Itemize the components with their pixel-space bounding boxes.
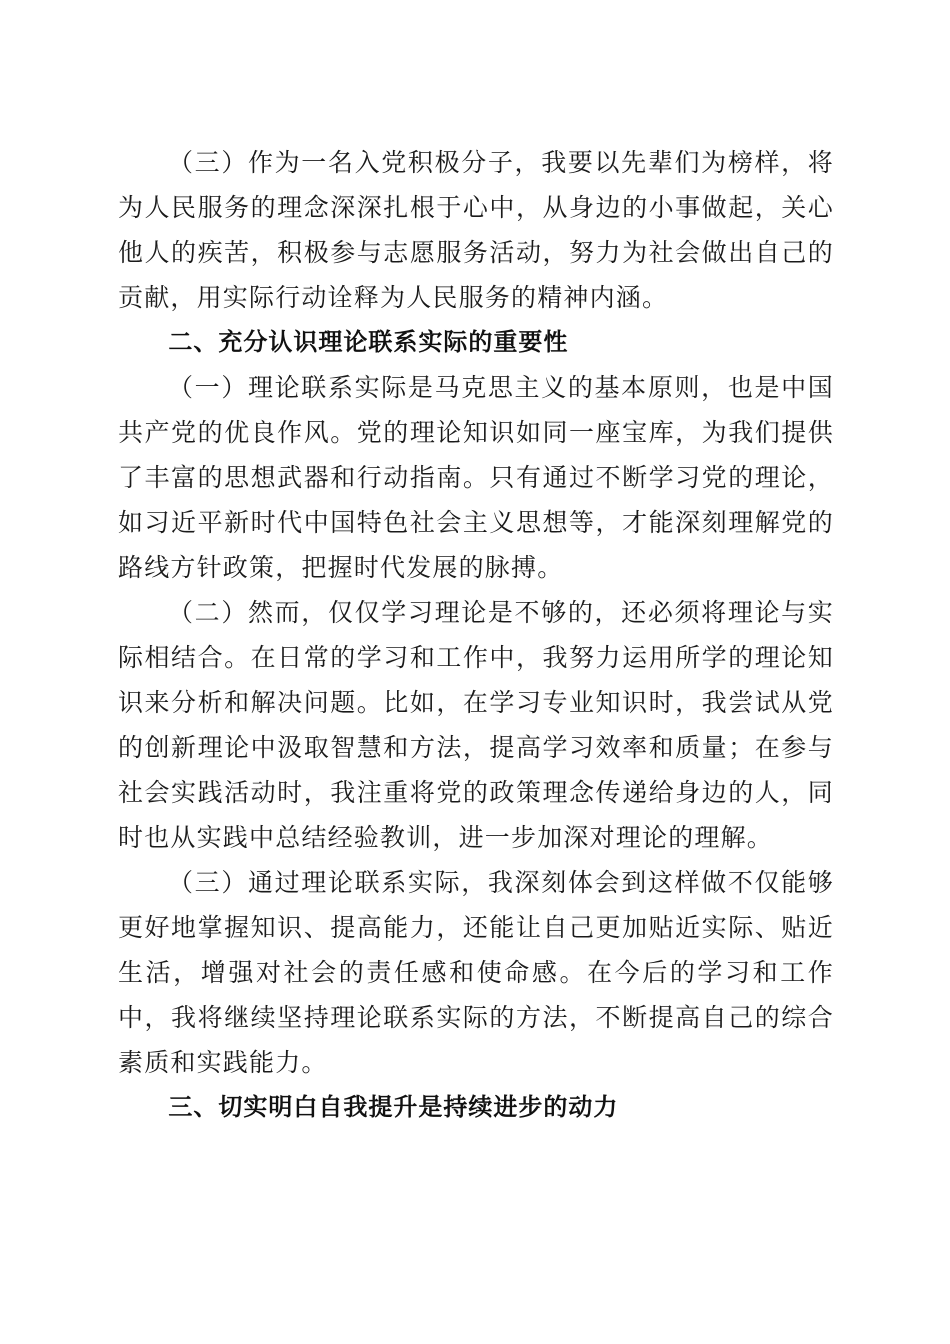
paragraph-serve-people: （三）作为一名入党积极分子，我要以先辈们为榜样，将为人民服务的理念深深扎根于心中，从身边的小事做起，关心他人的疾苦，积极参与志愿服务活动，努力为社会做出自己的贡献，用实际行动诠释为人民服务的精神内涵。 (118, 148, 834, 312)
document-body (118, 140, 834, 1130)
section-heading-3: 三、切实明白自我提升是持续进步的动力 (168, 1093, 619, 1121)
paragraph-theory-principle: （一）理论联系实际是马克思主义的基本原则，也是中国共产党的优良作风。党的理论知识如同一座宝库，为我们提供了丰富的思想武器和行动指南。只有通过不断学习党的理论，如习近平新时代中国特色社会主义思想等，才能深刻理解党的路线方针政策，把握时代发展的脉搏。 (118, 373, 834, 582)
section-heading-2: 二、充分认识理论联系实际的重要性 (168, 328, 569, 356)
paragraph-theory-practice: （二）然而，仅仅学习理论是不够的，还必须将理论与实际相结合。在日常的学习和工作中，我努力运用所学的理论知识来分析和解决问题。比如，在学习专业知识时，我尝试从党的创新理论中汲取智慧和方法，提高学习效率和质量；在参与社会实践活动时，我注重将党的政策理念传递给身边的人，同时也从实践中总结经验教训，进一步加深对理论的理解。 (118, 598, 834, 852)
paragraph-theory-benefits: （三）通过理论联系实际，我深刻体会到这样做不仅能够更好地掌握知识、提高能力，还能让自己更加贴近实际、贴近生活，增强对社会的责任感和使命感。在今后的学习和工作中，我将继续坚持理论联系实际的方法，不断提高自己的综合素质和实践能力。 (118, 868, 834, 1077)
